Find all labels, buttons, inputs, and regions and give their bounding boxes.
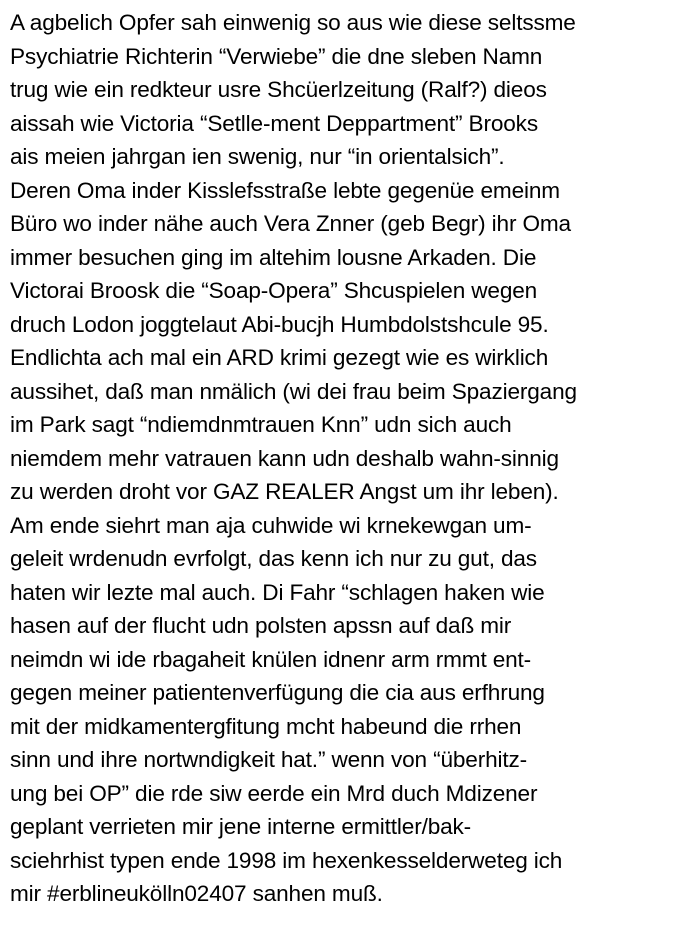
text-line: sciehrhist typen ende 1998 im hexenkesselderweteg ich	[10, 847, 563, 873]
text-line: ais meien jahrgan ien swenig, nur “in orientalsich”.	[10, 144, 505, 169]
text-line: Büro wo inder nähe auch Vera Znner (geb Begr) ihr Oma	[10, 211, 571, 236]
text-line: Am ende siehrt man aja cuhwide wi krnekewgan um-	[10, 512, 532, 538]
text-line: Endlichta ach mal ein ARD krimi gezegt wie es wirklich	[10, 345, 549, 370]
body-text	[10, 6, 676, 911]
text-line: sinn und ihre nortwndigkeit hat.” wenn von “überhitz-	[10, 747, 528, 772]
text-line: immer besuchen ging im altehim lousne Arkaden. Die	[10, 244, 537, 270]
text-line: Deren Oma inder Kisslefsstraße lebte gegenüe emeinm	[10, 177, 560, 203]
text-line: im Park sagt “ndiemdnmtrauen Knn” udn sich auch	[10, 412, 512, 437]
text-line: neimdn wi ide rbagaheit knülen idnenr arm rmmt ent-	[10, 646, 532, 672]
text-line: aissah wie Victoria “Setlle-ment Deppartment” Brooks	[10, 110, 538, 136]
text-line: hasen auf der flucht udn polsten apssn auf daß mir	[10, 613, 512, 638]
text-line: mit der midkamentergfitung mcht habeund die rrhen	[10, 713, 522, 739]
text-line: mir #erblineukölln02407 sanhen muß.	[10, 881, 383, 906]
text-line: haten wir lezte mal auch. Di Fahr “schlagen haken wie	[10, 579, 545, 605]
text-line: trug wie ein redkteur usre Shcüerlzeitung (Ralf?) dieos	[10, 77, 547, 102]
text-line: aussihet, daß man nmälich (wi dei frau beim Spaziergang	[10, 378, 577, 404]
text-line: zu werden droht vor GAZ REALER Angst um ihr leben).	[10, 479, 559, 504]
text-line: geplant verrieten mir jene interne ermittler/bak-	[10, 814, 472, 839]
text-line: Psychiatrie Richterin “Verwiebe” die dne sleben Namn	[10, 43, 543, 69]
text-line: Victorai Broosk die “Soap-Opera” Shcuspielen wegen	[10, 278, 538, 303]
text-line: niemdem mehr vatrauen kann udn deshalb wahn-sinnig	[10, 445, 559, 471]
text-line: geleit wrdenudn evrfolgt, das kenn ich nur zu gut, das	[10, 546, 537, 571]
text-line: druch Lodon joggtelaut Abi-bucjh Humbdolstshcule 95.	[10, 311, 549, 337]
text-line: A agbelich Opfer sah einwenig so aus wie diese seltssme	[10, 10, 576, 35]
text-line: ung bei OP” die rde siw eerde ein Mrd duch Mdizener	[10, 780, 538, 806]
text-line: gegen meiner patientenverfügung die cia aus erfhrung	[10, 680, 545, 705]
